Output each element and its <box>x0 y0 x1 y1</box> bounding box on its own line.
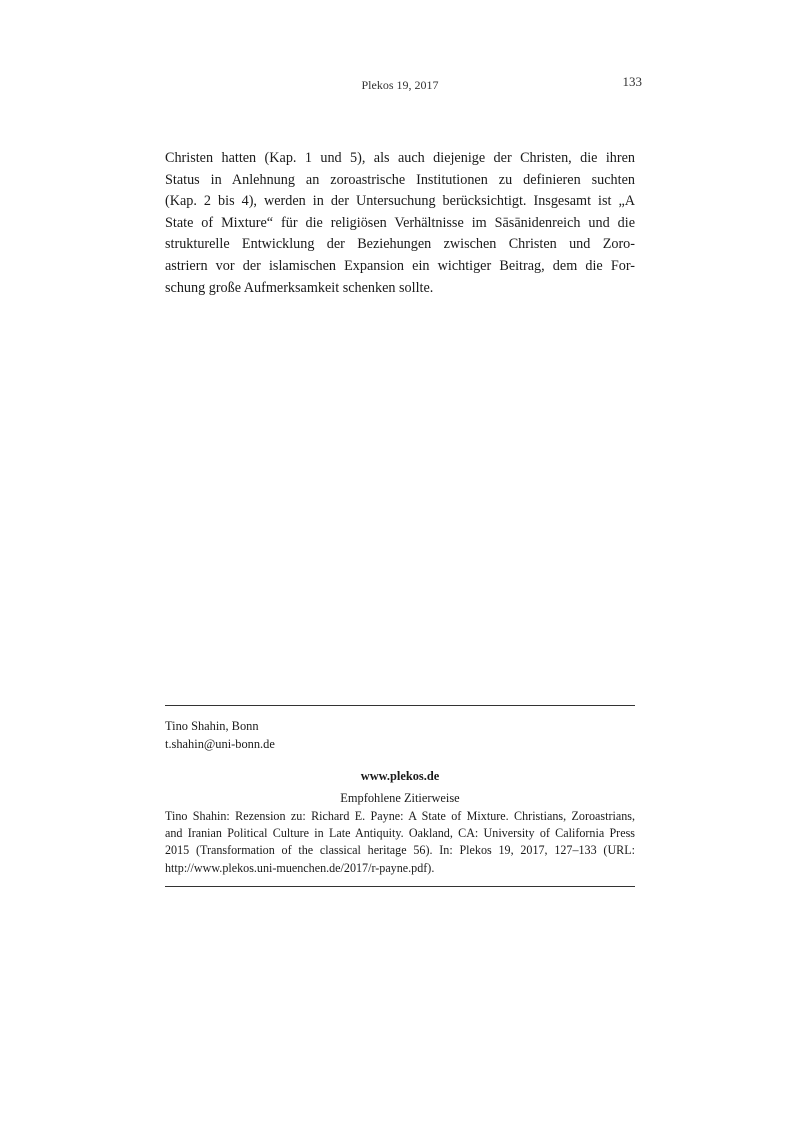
site-link[interactable]: www.plekos.de <box>360 769 440 783</box>
citation-line: 2015 (Transformation of the classical heritage 56). In: Plekos 19, 2017, 127–133 (URL: <box>165 843 635 858</box>
body-line: Christen hatten (Kap. 1 und 5), als auch diejenige der Christen, die ihren <box>165 150 635 166</box>
citation <box>165 808 635 877</box>
citation-line: Tino Shahin: Rezension zu: Richard E. Payne: A State of Mixture. Christians, Zoroastrians, <box>165 809 635 823</box>
separator-rule <box>165 886 635 887</box>
author-name: Tino Shahin, Bonn <box>165 719 259 733</box>
page-number: 133 <box>622 74 642 89</box>
body-line: Status in Anlehnung an zoroastrische Institutionen zu definieren suchten <box>165 171 635 188</box>
citation-heading: Empfohlene Zitierweise <box>340 791 460 805</box>
body-line: astriern vor der islamischen Expansion ein wichtiger Beitrag, dem die For- <box>165 257 635 274</box>
citation-url-line[interactable]: http://www.plekos.uni-muenchen.de/2017/r-payne.pdf). <box>165 860 435 875</box>
body-paragraph <box>165 148 635 299</box>
running-head: Plekos 19, 2017 <box>361 78 439 92</box>
citation-line: and Iranian Political Culture in Late Antiquity. Oakland, CA: University of California Press <box>165 826 635 841</box>
body-line: strukturelle Entwicklung der Beziehungen zwischen Christen und Zoro- <box>165 236 635 253</box>
separator-rule <box>165 705 635 706</box>
body-line: (Kap. 2 bis 4), werden in der Untersuchung berücksichtigt. Insgesamt ist „A <box>165 193 635 210</box>
author-email[interactable]: t.shahin@uni-bonn.de <box>165 737 275 751</box>
body-line: schung große Aufmerksamkeit schenken sollte. <box>165 279 434 296</box>
author-block <box>165 717 635 753</box>
body-line: State of Mixture“ für die religiösen Verhältnisse im Sāsānidenreich und die <box>165 214 635 231</box>
